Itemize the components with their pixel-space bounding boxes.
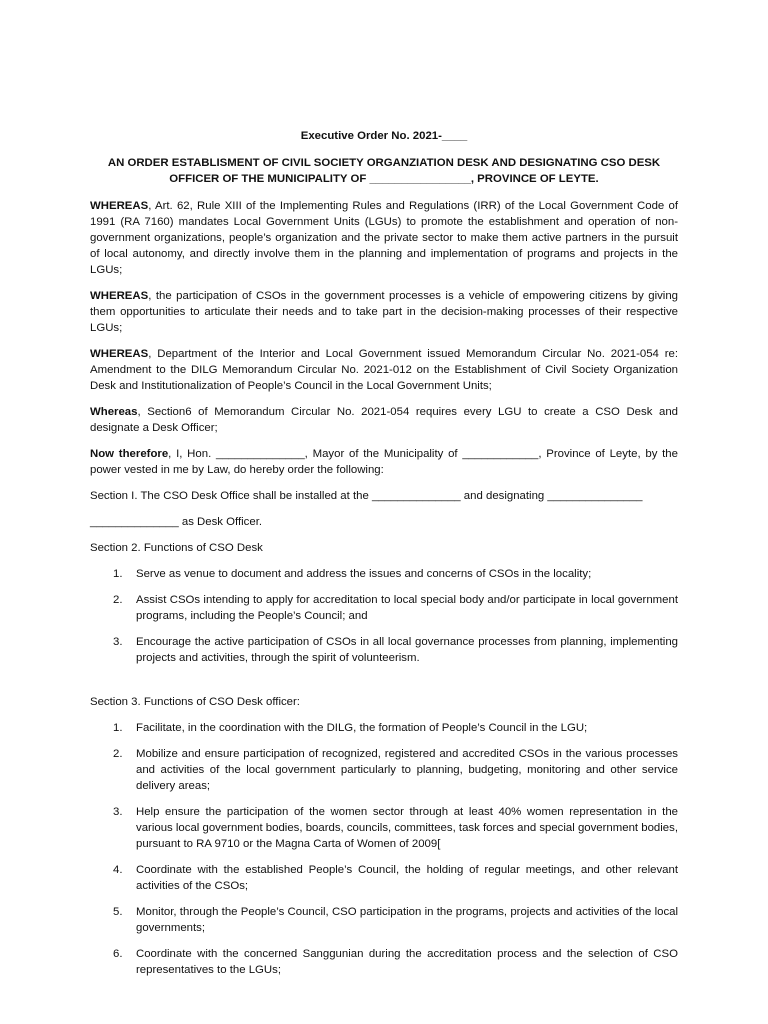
list-number: 1. [113, 722, 123, 734]
list-item-text: Coordinate with the established People’s Council, the holding of regular meetings, and other relevant activities of the CSOs; [136, 864, 678, 892]
section-1-line-1: Section I. The CSO Desk Office shall be installed at the ______________ and designating _______________ [90, 490, 643, 502]
list-number: 4. [113, 864, 123, 876]
now-therefore-clause [90, 446, 678, 478]
whereas-lead: Whereas [90, 406, 138, 418]
whereas-text: , Section6 of Memorandum Circular No. 2021-054 requires every LGU to create a CSO Desk and designate a Desk Officer; [90, 406, 678, 434]
whereas-lead: WHEREAS [90, 348, 149, 360]
section-2-list [90, 566, 678, 666]
list-item [90, 904, 678, 936]
list-item [90, 862, 678, 894]
whereas-text: , Department of the Interior and Local Government issued Memorandum Circular No. 2021-054 re: Amendment to the DILG Memorandum Circular No. 2021-012 on the Establishment of Civil Society Organization Desk and Institutionalization of People’s Council in the Local Government Units; [90, 348, 678, 392]
whereas-lead: WHEREAS [90, 290, 149, 302]
now-therefore-lead: Now therefore [90, 448, 169, 460]
list-number: 5. [113, 906, 123, 918]
list-number: 2. [113, 748, 123, 760]
whereas-text: , Art. 62, Rule XIII of the Implementing Rules and Regulations (IRR) of the Local Government Code of 1991 (RA 7160) mandates Local Government Units (LGUs) to promote the establishment and operation of non-government organizations, people’s organization and the private sector to make them active partners in the pursuit of local autonomy, and directly involve them in the planning and implementation of programs and projects in the LGUs; [90, 200, 678, 276]
list-item-text: Mobilize and ensure participation of recognized, registered and accredited CSOs in the various processes and activities of the local government particularly to planning, budgeting, monitoring and other service delivery areas; [136, 748, 678, 792]
list-item-text: Serve as venue to document and address the issues and concerns of CSOs in the locality; [136, 568, 592, 580]
list-number: 1. [113, 568, 123, 580]
list-item [90, 946, 678, 978]
section-1-line-2: ______________ as Desk Officer. [90, 516, 263, 528]
list-item [90, 566, 678, 582]
whereas-clause-3 [90, 346, 678, 394]
subtitle-line-2: OFFICER OF THE MUNICIPALITY OF ________________, PROVINCE OF LEYTE. [169, 173, 599, 185]
list-item-text: Encourage the active participation of CSOs in all local governance processes from planning, implementing projects and activities, through the spirit of volunteerism. [136, 636, 678, 664]
whereas-text: , the participation of CSOs in the government processes is a vehicle of empowering citizens by giving them opportunities to articulate their needs and to take part in the decision-making processes of their respective LGUs; [90, 290, 678, 334]
whereas-clause-2 [90, 288, 678, 336]
document-title: Executive Order No. 2021-____ [300, 130, 468, 142]
list-item [90, 804, 678, 852]
list-item-text: Help ensure the participation of the women sector through at least 40% women representation in the various local government bodies, boards, councils, committees, task forces and special government bodies, pursuant to RA 9710 or the Magna Carta of Women of 2009[ [136, 806, 678, 850]
whereas-clause-1 [90, 198, 678, 278]
section-spacer [90, 676, 678, 694]
list-item-text: Coordinate with the concerned Sanggunian during the accreditation process and the selection of CSO representatives to the LGUs; [136, 948, 678, 976]
subtitle-line-1: AN ORDER ESTABLISMENT OF CIVIL SOCIETY ORGANZIATION DESK AND DESIGNATING CSO DESK [107, 157, 661, 169]
list-item [90, 634, 678, 666]
list-number: 3. [113, 806, 123, 818]
list-item-text: Monitor, through the People’s Council, CSO participation in the programs, projects and activities of the local governments; [136, 906, 678, 934]
whereas-lead: WHEREAS [90, 200, 149, 212]
list-number: 2. [113, 594, 123, 606]
section-3-list [90, 720, 678, 978]
now-therefore-text: , I, Hon. ______________, Mayor of the Municipality of ____________, Province of Leyte, by the power vested in me by Law, do hereby order the following: [90, 448, 678, 476]
list-item-text: Assist CSOs intending to apply for accreditation to local special body and/or participate in local government programs, including the People’s Council; and [136, 594, 678, 622]
list-number: 6. [113, 948, 123, 960]
list-item [90, 746, 678, 794]
section-2-heading: Section 2. Functions of CSO Desk [90, 542, 263, 554]
list-number: 3. [113, 636, 123, 648]
list-item [90, 592, 678, 624]
whereas-clause-4 [90, 404, 678, 436]
document-subtitle [90, 155, 678, 187]
section-3-heading: Section 3. Functions of CSO Desk officer: [90, 696, 300, 708]
list-item [90, 720, 678, 736]
list-item-text: Facilitate, in the coordination with the DILG, the formation of People’s Council in the LGU; [136, 722, 588, 734]
